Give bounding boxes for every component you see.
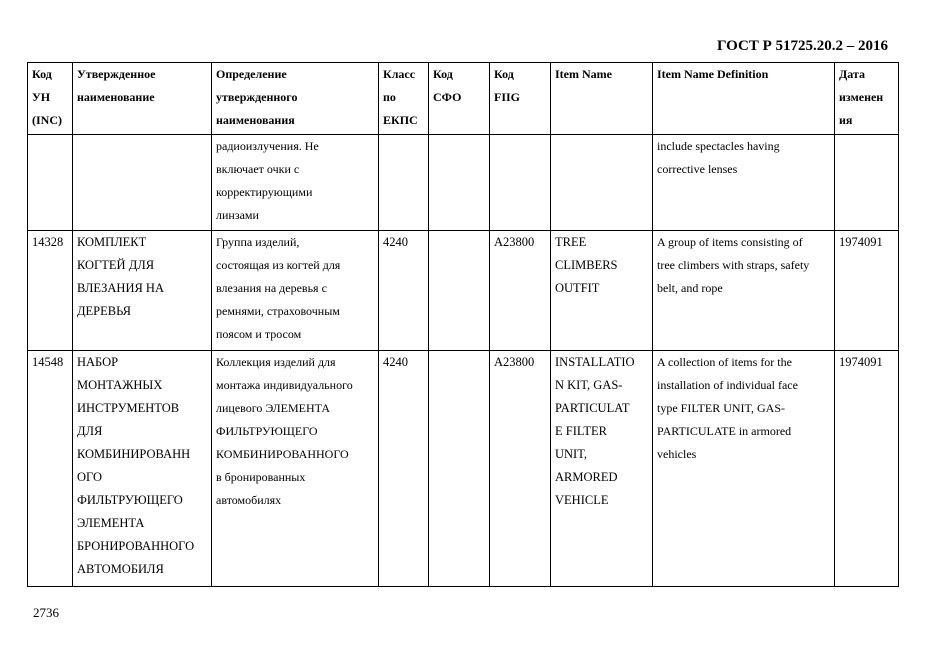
cell-item-name-definition: include spectacles having corrective lenses <box>653 135 835 231</box>
cell-inc: 14328 <box>28 231 73 351</box>
cell-item-name-definition: A collection of items for the installation of individual face type FILTER UNIT, GAS- PARTICULATE in armored vehicles <box>653 351 835 587</box>
cell-approved-name: КОМПЛЕКТ КОГТЕЙ ДЛЯ ВЛЕЗАНИЯ НА ДЕРЕВЬЯ <box>73 231 212 351</box>
cell-class: 4240 <box>379 351 429 587</box>
cell-item-name: INSTALLATIO N KIT, GAS- PARTICULAT E FILTER UNIT, ARMORED VEHICLE <box>551 351 653 587</box>
cell-approved-name: НАБОР МОНТАЖНЫХ ИНСТРУМЕНТОВ ДЛЯ КОМБИНИРОВАНН ОГО ФИЛЬТРУЮЩЕГО ЭЛЕМЕНТА БРОНИРОВАННОГО АВТОМОБИЛЯ <box>73 351 212 587</box>
cell-date: 1974091 <box>835 231 899 351</box>
cell-date <box>835 135 899 231</box>
cell-inc <box>28 135 73 231</box>
column-header-inc: Код УН (INC) <box>28 63 73 135</box>
table-row <box>28 231 899 351</box>
table-header-row <box>28 63 899 135</box>
cell-inc: 14548 <box>28 351 73 587</box>
cell-fiig: A23800 <box>490 231 551 351</box>
cell-fiig: A23800 <box>490 351 551 587</box>
document-standard-header: ГОСТ Р 51725.20.2 – 2016 <box>716 38 888 54</box>
cell-class: 4240 <box>379 231 429 351</box>
cell-class <box>379 135 429 231</box>
column-header-date: Дата изменен ия <box>835 63 899 135</box>
column-header-class: Класс по ЕКПС <box>379 63 429 135</box>
cell-definition: Коллекция изделий для монтажа индивидуального лицевого ЭЛЕМЕНТА ФИЛЬТРУЮЩЕГО КОМБИНИРОВАННОГО в бронированных автомобилях <box>212 351 379 587</box>
cell-item-name: TREE CLIMBERS OUTFIT <box>551 231 653 351</box>
table-row <box>28 135 899 231</box>
cell-sfo <box>429 351 490 587</box>
column-header-sfo: Код СФО <box>429 63 490 135</box>
cell-item-name-definition: A group of items consisting of tree climbers with straps, safety belt, and rope <box>653 231 835 351</box>
column-header-definition: Определение утвержденного наименования <box>212 63 379 135</box>
column-header-item-name: Item Name <box>551 63 653 135</box>
nomenclature-table <box>27 62 899 587</box>
cell-definition: Группа изделий, состоящая из когтей для влезания на деревья с ремнями, страховочным поясом и тросом <box>212 231 379 351</box>
column-header-item-name-definition: Item Name Definition <box>653 63 835 135</box>
cell-item-name <box>551 135 653 231</box>
cell-approved-name <box>73 135 212 231</box>
column-header-approved-name: Утвержденное наименование <box>73 63 212 135</box>
table-row <box>28 351 899 587</box>
page-number: 2736 <box>33 605 59 620</box>
cell-date: 1974091 <box>835 351 899 587</box>
cell-definition: радиоизлучения. Не включает очки с корректирующими линзами <box>212 135 379 231</box>
cell-sfo <box>429 135 490 231</box>
column-header-fiig: Код FIIG <box>490 63 551 135</box>
cell-sfo <box>429 231 490 351</box>
cell-fiig <box>490 135 551 231</box>
